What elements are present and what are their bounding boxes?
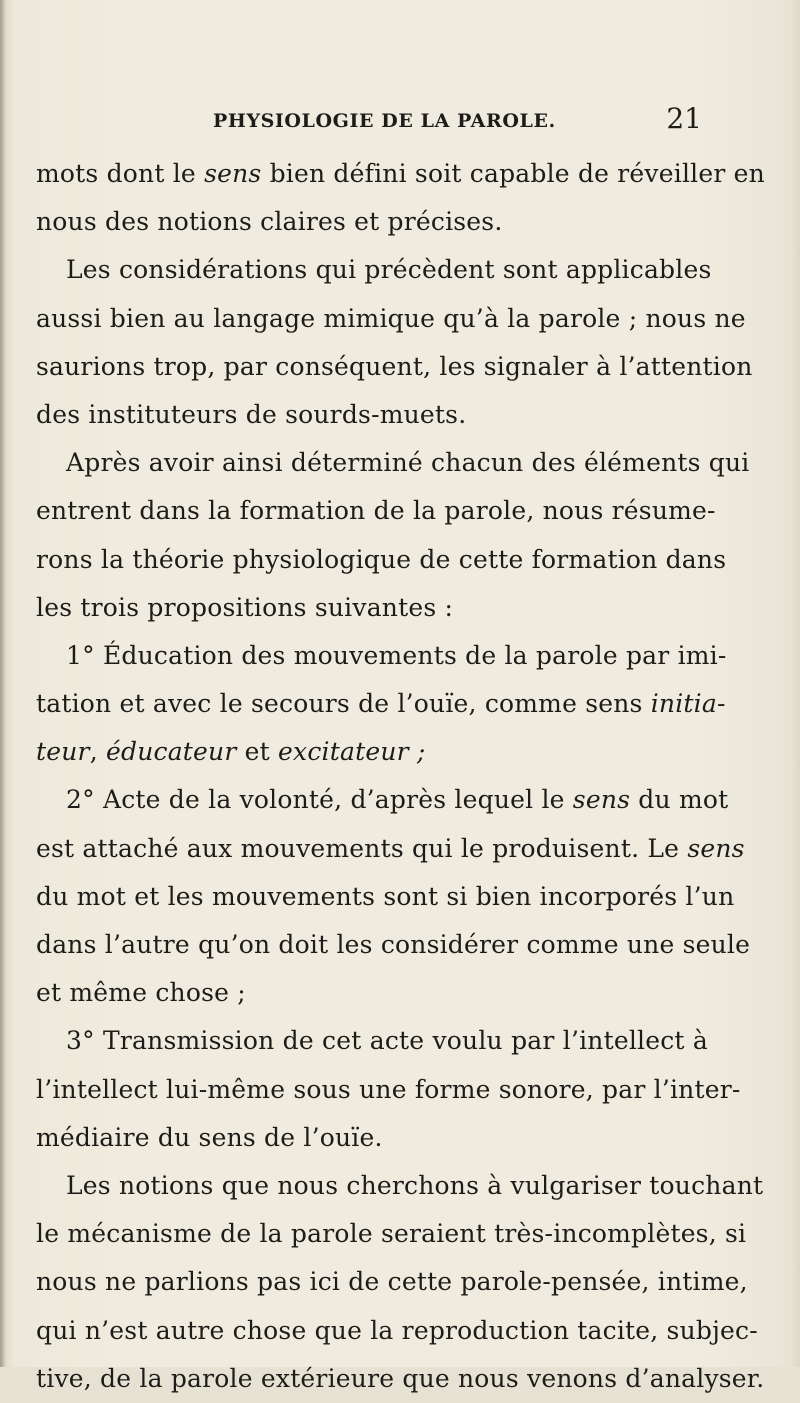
text-run: 2° Acte de la volonté, d’après lequel le (66, 785, 573, 815)
text-line (36, 969, 708, 1017)
text-line (36, 1066, 741, 1114)
text-run: bien défini soit capable de réveiller en (261, 159, 765, 188)
italic-text: éducateur (106, 737, 237, 767)
text-line (36, 873, 735, 921)
text-run: l’intellect lui-même sous une forme sonore, par l’inter- (36, 1074, 741, 1104)
text-run: aussi bien au langage mimique qu’à la parole ; nous ne (36, 303, 746, 333)
text-run: médiaire du sens de l’ouïe. (36, 1122, 383, 1152)
text-line (36, 150, 765, 198)
text-run: rons la théorie physiologique de cette formation dans (36, 544, 727, 574)
text-run: du mot (630, 785, 729, 815)
text-run: Les notions que nous cherchons à vulgariser touchant (66, 1170, 764, 1200)
italic-text: initia- (650, 689, 726, 719)
text-line (36, 632, 727, 680)
italic-text: sens (572, 785, 631, 815)
text-run: entrent dans la formation de la parole, nous résume- (36, 496, 716, 526)
text-line (36, 295, 746, 343)
page-number: 21 (666, 102, 702, 135)
running-title: PHYSIOLOGIE DE LA PAROLE. (213, 110, 556, 132)
text-run: les trois propositions suivantes : (36, 592, 454, 622)
text-run: 1° Éducation des mouvements de la parole par imi- (66, 640, 727, 670)
text-run: 3° Transmission de cet acte voulu par l’intellect à (66, 1026, 708, 1056)
text-line (36, 921, 751, 969)
text-line (36, 246, 712, 294)
text-run: tive, de la parole extérieure que nous venons d’analyser. (36, 1363, 765, 1393)
text-line (36, 198, 708, 246)
text-run: mots dont le (36, 159, 205, 188)
page-header (40, 104, 710, 140)
text-line (36, 1355, 765, 1403)
body-text (36, 150, 765, 1403)
text-line (36, 1017, 708, 1065)
text-line (36, 391, 708, 439)
text-run: le mécanisme de la parole seraient très-incomplètes, si (36, 1219, 747, 1249)
text-line (36, 776, 729, 824)
text-line (36, 584, 708, 632)
text-line (36, 1114, 708, 1162)
text-line (36, 1258, 748, 1306)
page-edge-shadow (0, 0, 6, 1367)
text-line (36, 1162, 764, 1210)
text-line (36, 680, 726, 728)
text-run: , (89, 737, 106, 767)
text-run: et même chose ; (36, 978, 246, 1008)
italic-text: teur (36, 737, 90, 767)
text-line (36, 343, 753, 391)
text-run: dans l’autre qu’on doit les considérer comme une seule (36, 930, 751, 959)
text-run: des instituteurs de sourds-muets. (36, 399, 467, 429)
text-run: Les considérations qui précèdent sont applicables (66, 255, 712, 285)
text-run: saurions trop, par conséquent, les signaler à l’attention (36, 351, 753, 381)
text-run: et (236, 737, 279, 767)
text-line (36, 487, 716, 535)
text-run: Après avoir ainsi déterminé chacun des éléments qui (66, 448, 750, 478)
italic-text: sens (687, 833, 745, 863)
italic-text: sens (204, 159, 262, 188)
text-line (36, 536, 727, 584)
text-run: nous ne parlions pas ici de cette parole-pensée, intime, (36, 1267, 748, 1297)
text-line (36, 1307, 758, 1355)
text-line (36, 728, 708, 776)
text-line (36, 439, 750, 487)
text-run: tation et avec le secours de l’ouïe, comme sens (36, 689, 651, 719)
text-run: du mot et les mouvements sont si bien incorporés l’un (36, 881, 735, 911)
italic-text: excitateur ; (278, 737, 426, 767)
text-run: nous des notions claires et précises. (36, 207, 503, 237)
text-line (36, 825, 745, 873)
text-run: qui n’est autre chose que la reproduction tacite, subjec- (36, 1315, 758, 1345)
text-run: est attaché aux mouvements qui le produisent. Le (36, 833, 688, 863)
text-line (36, 1210, 747, 1258)
